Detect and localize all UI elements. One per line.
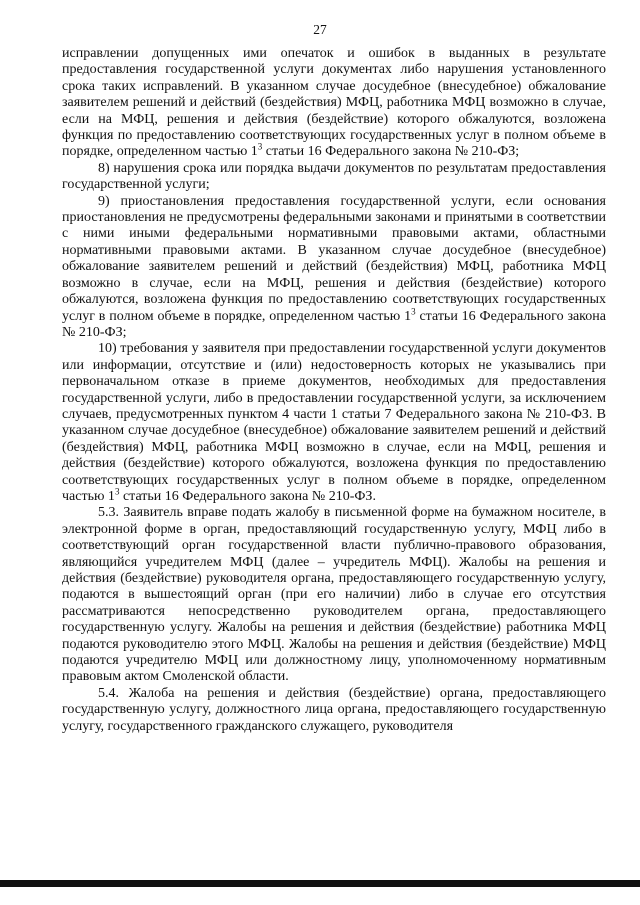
paragraph-text: статьи 16 Федерального закона № 210-ФЗ. bbox=[119, 488, 376, 504]
paragraph-text: 10) требования у заявителя при предоставлении государственной услуги документов или информации, отсутствие и (или) недостоверность которых не указывались при первоначальном отказе в приеме документов, необходимых для предоставления государственной услуги, либо в предоставлении государственной услуги, за исключением случаев, предусмотренных пунктом 4 части 1 статьи 7 Федерального закона № 210-ФЗ. В указанном случае досудебное (внесудебное) обжалование заявителем решений и действий (бездействия) МФЦ, работника МФЦ возможно в случае, если на МФЦ, решения и действия (бездействие) которого обжалуются, возложена функция по предоставлению соответствующих государственных услуг в полном объеме в порядке, определенном частью 1 bbox=[62, 341, 606, 504]
paragraph-continuation bbox=[62, 46, 606, 161]
superscript: 3 bbox=[257, 141, 263, 152]
superscript: 3 bbox=[411, 305, 416, 316]
section-5-3: 5.3. Заявитель вправе подать жалобу в письменной форме на бумажном носителе, в электронной форме в орган, предоставляющий государственную услугу, МФЦ либо в соответствующий орган государственной власти публично-правового образования, являющийся учредителем МФЦ (далее – учредитель МФЦ). Жалобы на решения и действия (бездействие) руководителя органа, предоставляющего государственную услугу, подаются в вышестоящий орган (при его наличии) либо в случае его отсутствия рассматриваются непосредственно руководителем органа, предоставляющего государственную услугу. Жалобы на решения и действия (бездействие) работника МФЦ подаются руководителю этого МФЦ. Жалобы на решения и действия (бездействие) МФЦ подаются учредителю МФЦ или должностному лицу, уполномоченному нормативным правовым актом Смоленской области. bbox=[62, 505, 606, 685]
paragraph-text: 9) приостановления предоставления государственной услуги, если основания приостановления не предусмотрены федеральными законами и принятыми в соответствии с ними иными федеральными нормативными правовыми актами, областными нормативными правовыми актами. В указанном случае досудебное (внесудебное) обжалование заявителем решений и действий (бездействия) МФЦ, работника МФЦ возможно в случае, если на МФЦ, решения и действия (бездействие) которого обжалуются, возложена функция по предоставлению соответствующих государственных услуг в полном объеме в порядке, определенном частью 1 bbox=[62, 193, 606, 324]
list-item-9 bbox=[62, 194, 606, 342]
paragraph-text: статьи 16 Федерального закона № 210-ФЗ; bbox=[262, 144, 520, 160]
list-item-8: 8) нарушения срока или порядка выдачи документов по результатам предоставления государственной услуги; bbox=[62, 160, 606, 193]
section-5-4: 5.4. Жалоба на решения и действия (бездействие) органа, предоставляющего государственную услугу, должностного лица органа, предоставляющего государственную услугу, государственного гражданского служащего, руководителя bbox=[62, 685, 606, 734]
paragraph-text: исправлении допущенных ими опечаток и ошибок в выданных в результате предоставления государственной услуги документах либо нарушения установленного срока таких исправлений. В указанном случае досудебное (внесудебное) обжалование заявителем решений и действий (бездействия) МФЦ, работника МФЦ возможно в случае, если на МФЦ, решения и действия (бездействие) которого обжалуются, возложена функция по предоставлению соответствующих государственных услуг в полном объеме в порядке, определенном частью 1 bbox=[62, 46, 606, 160]
superscript: 3 bbox=[114, 486, 120, 497]
paragraph-text: статьи 16 Федерального закона № 210-ФЗ; bbox=[62, 308, 606, 340]
bottom-border bbox=[0, 880, 640, 887]
page-number: 27 bbox=[313, 22, 327, 37]
list-item-10 bbox=[62, 341, 606, 505]
document-body bbox=[62, 46, 606, 735]
